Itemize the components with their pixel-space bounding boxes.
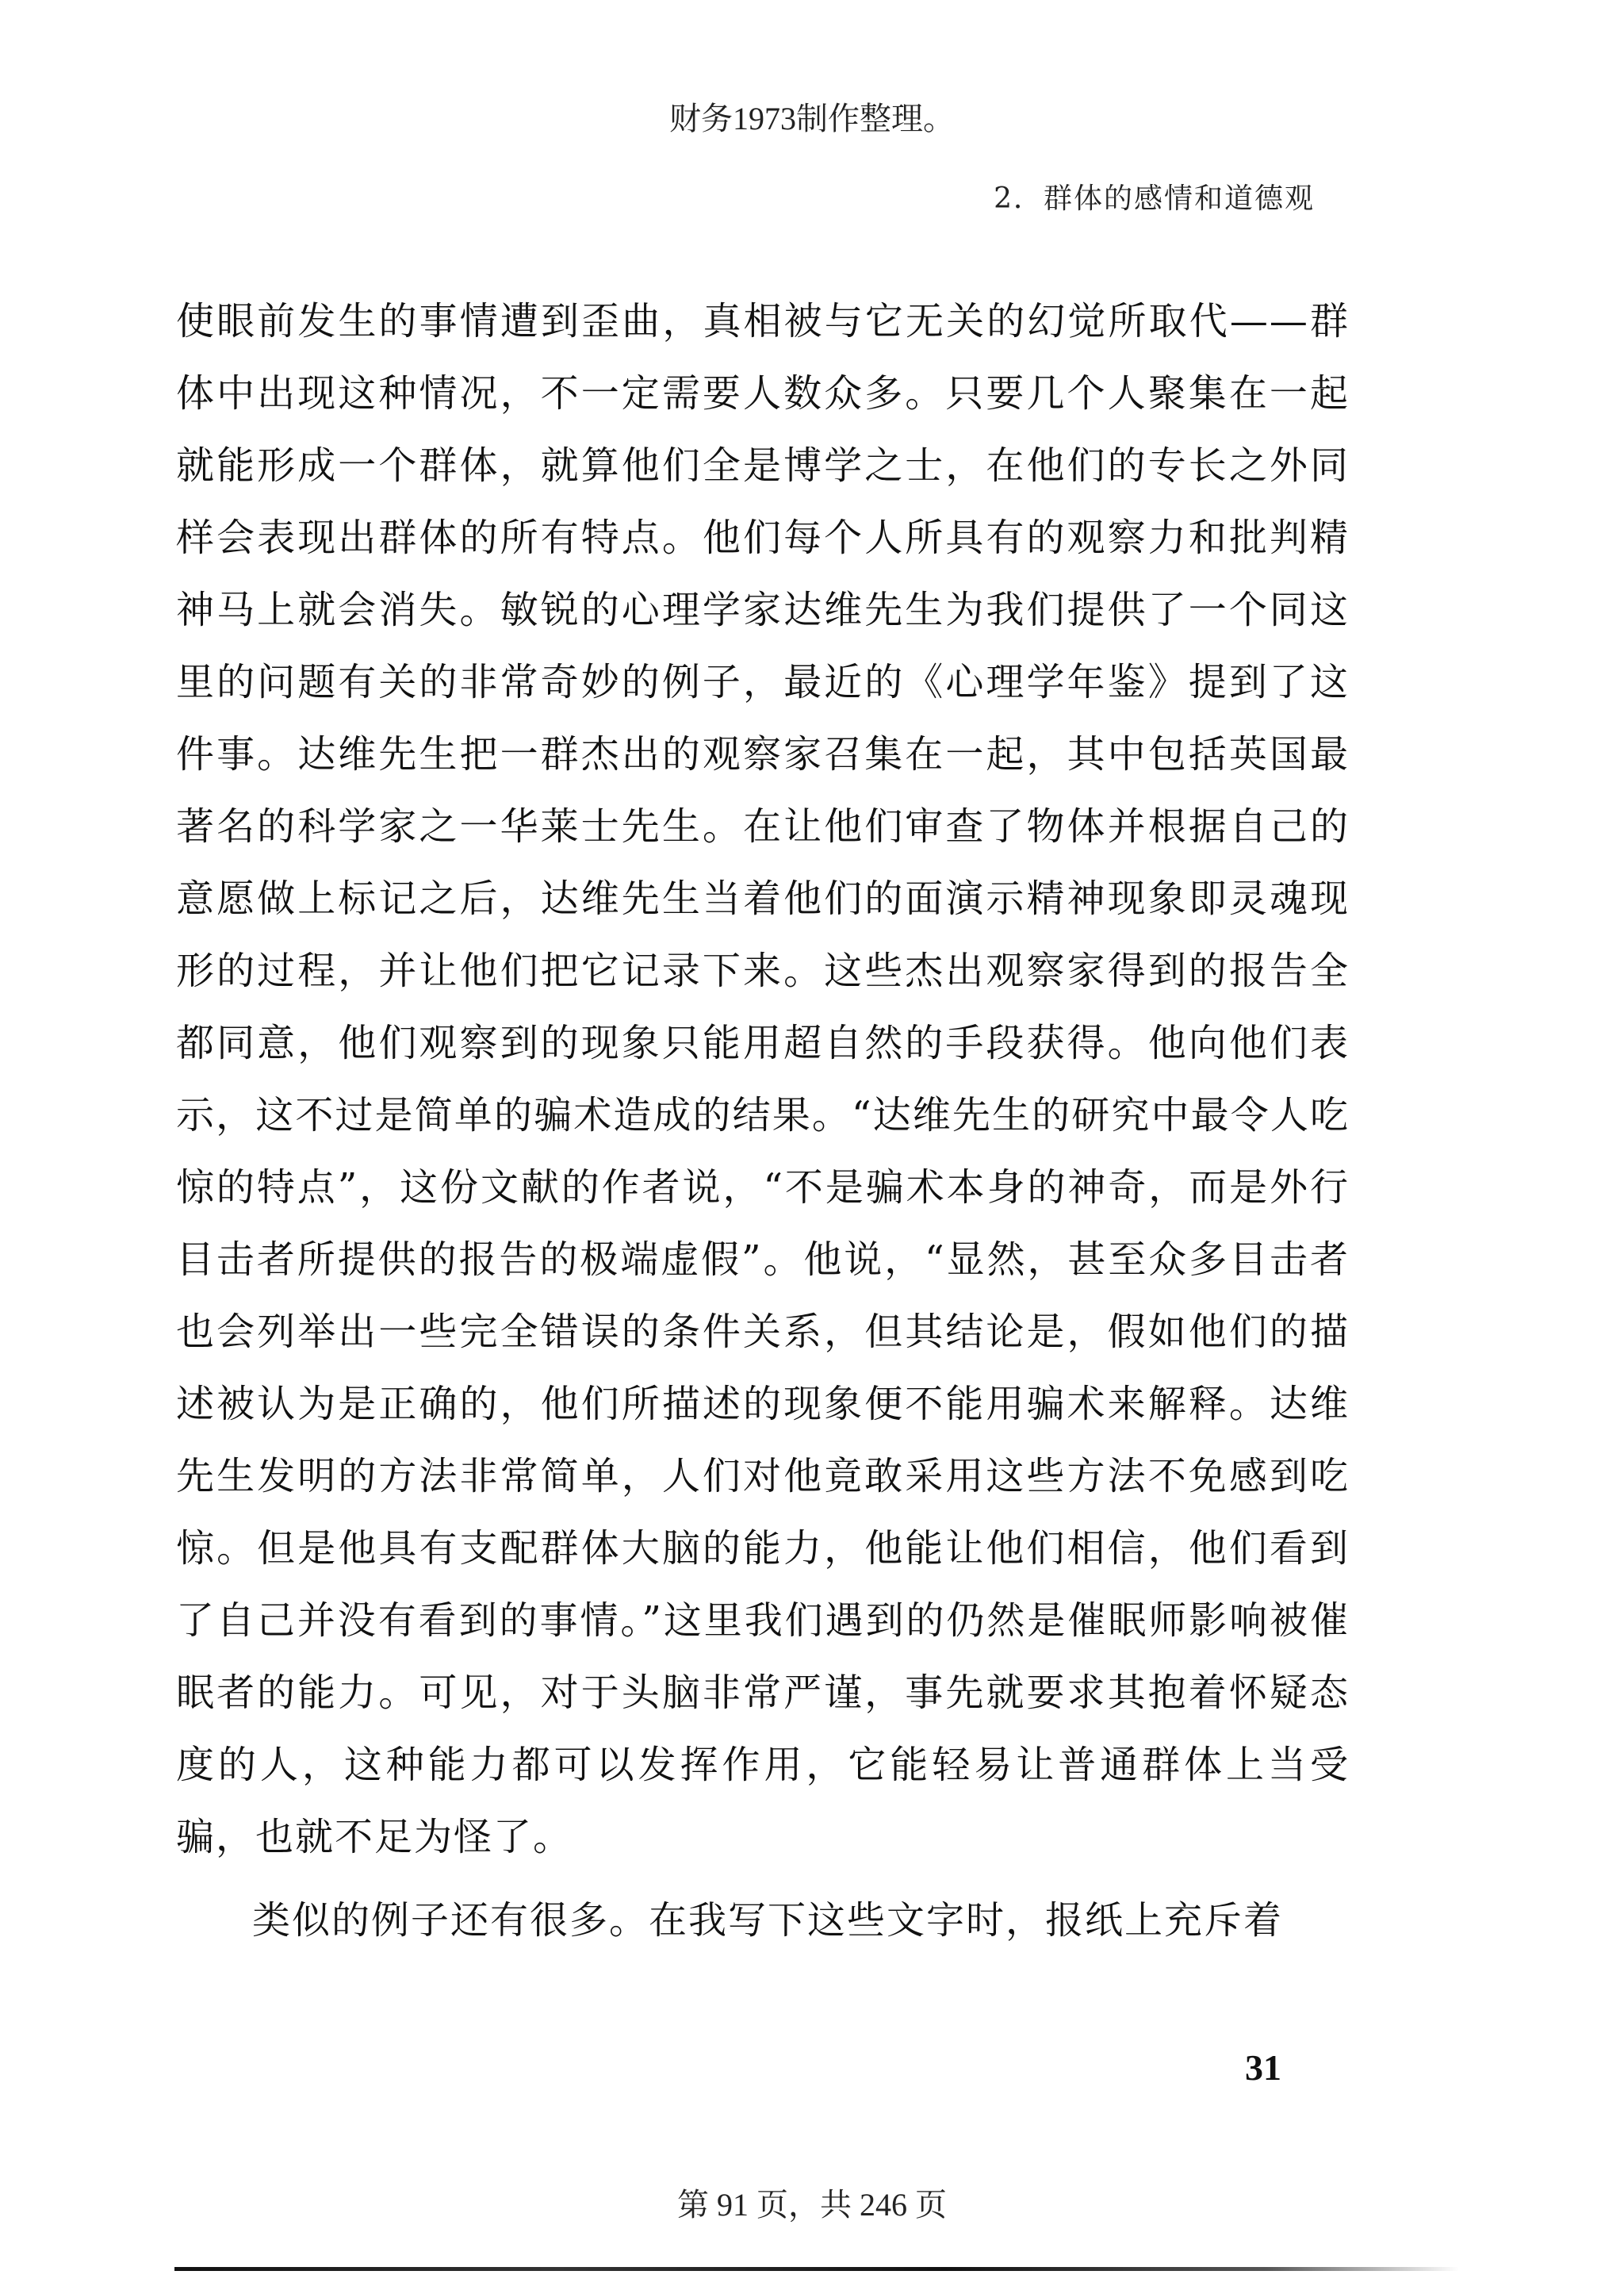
- scan-edge-divider: [174, 2267, 1459, 2271]
- pdf-page-footer: 第 91 页，共 246 页: [677, 2187, 947, 2223]
- body-text: [176, 286, 1350, 1957]
- paragraph-1: 使眼前发生的事情遭到歪曲，真相被与它无关的幻觉所取代——群体中出现这种情况，不一定需要人数众多。只要几个人聚集在一起就能形成一个群体，就算他们全是博学之士，在他们的专长之外同样会表现出群体的所有特点。他们每个人所具有的观察力和批判精神马上就会消失。敏锐的心理学家达维先生为我们提供了一个同这里的问题有关的非常奇妙的例子，最近的《心理学年鉴》提到了这件事。达维先生把一群杰出的观察家召集在一起，其中包括英国最著名的科学家之一华莱士先生。在让他们审查了物体并根据自己的意愿做上标记之后，达维先生当着他们的面演示精神现象即灵魂现形的过程，并让他们把它记录下来。这些杰出观察家得到的报告全都同意，他们观察到的现象只能用超自然的手段获得。他向他们表示，这不过是简单的骗术造成的结果。“达维先生的研究中最令人吃惊的特点”，这份文献的作者说，“不是骗术本身的神奇，而是外行目击者所提供的报告的极端虚假”。他说，“显然，甚至众多目击者也会列举出一些完全错误的条件关系，但其结论是，假如他们的描述被认为是正确的，他们所描述的现象便不能用骗术来解释。达维先生发明的方法非常简单，人们对他竟敢采用这些方法不免感到吃惊。但是他具有支配群体大脑的能力，他能让他们相信，他们看到了自己并没有看到的事情。”这里我们遇到的仍然是催眠师影响被催眠者的能力。可见，对于头脑非常严谨，事先就要求其抱着怀疑态度的人，这种能力都可以发挥作用，它能轻易让普通群体上当受骗，也就不足为怪了。: [176, 299, 1350, 1859]
- page-number: 31: [1245, 2047, 1281, 2088]
- watermark-text: 财务1973制作整理。: [669, 101, 955, 136]
- paragraph-2: 类似的例子还有很多。在我写下这些文字时，报纸上充斥着: [252, 1898, 1284, 1943]
- running-header: 2．群体的感情和道德观: [994, 182, 1315, 215]
